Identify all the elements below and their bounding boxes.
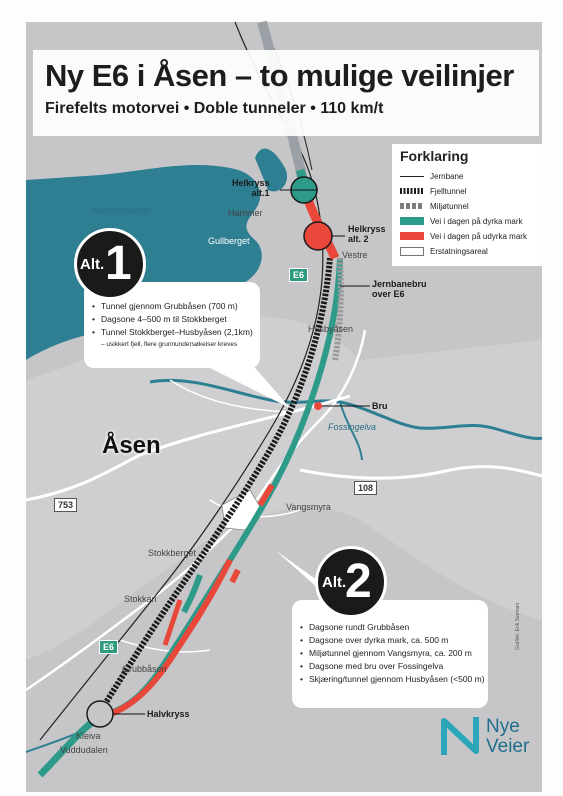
list-item-text: Skjæring/tunnel gjennom Husbyåsen (<500 m) — [309, 674, 485, 684]
alt2-list — [300, 621, 485, 686]
list-item: • Tunnel gjennom Grubbåsen (700 m) — [92, 301, 238, 311]
road-sign-e6-south: E6 — [99, 640, 118, 654]
page-subtitle: Firefelts motorvei • Doble tunneler • 110 km/t — [45, 100, 384, 117]
place-label-grubbasen: Grubbåsen — [122, 664, 167, 674]
legend-item-red — [400, 230, 527, 242]
legend-item-teal — [400, 215, 523, 227]
white-box-swatch — [400, 247, 424, 256]
alt2-number: 2 — [345, 555, 372, 608]
dashed-grey-swatch — [400, 203, 424, 209]
halvkryss-marker — [87, 701, 113, 727]
line-swatch — [400, 176, 424, 177]
place-label-vestre: Vestre — [342, 250, 368, 260]
legend — [392, 144, 542, 266]
logo-text-veier: Veier — [486, 736, 530, 757]
place-label-vuddudalen: Vuddudalen — [60, 745, 108, 755]
road-sign-108: 108 — [354, 481, 377, 495]
alt2-info-box — [292, 600, 488, 708]
dashed-black-swatch — [400, 188, 424, 194]
road-sign-753: 753 — [54, 498, 77, 512]
legend-item-erstatning — [400, 245, 488, 257]
place-label-stokkan: Stokkan — [124, 594, 157, 604]
list-item: • Dagsone over dyrka mark, ca. 500 m — [300, 635, 449, 645]
alt2-prefix: Alt. — [322, 574, 347, 591]
list-item-text: Dagsone 4–500 m til Stokkberget — [101, 314, 227, 324]
label-halvkryss: Halvkryss — [147, 709, 190, 719]
legend-label: Jernbane — [430, 171, 464, 181]
place-label-asen: Åsen — [102, 432, 161, 459]
legend-item-fjelltunnel — [400, 185, 466, 197]
bru-marker — [314, 402, 322, 410]
legend-item-miljotunnel — [400, 200, 469, 212]
list-item: • Dagsone med bru over Fossingelva — [300, 661, 444, 671]
legend-label: Vei i dagen på dyrka mark — [430, 216, 523, 226]
list-item-text: Dagsone med bru over Fossingelva — [309, 661, 444, 671]
legend-label: Erstatningsareal — [430, 246, 488, 256]
legend-item-jernbane — [400, 170, 463, 182]
place-label-fossingelva: Fossingelva — [328, 422, 377, 432]
graphic-credit: Grafikk: Erik Seeman — [515, 602, 521, 650]
list-item-text: Tunnel Stokkberget–Husbyåsen (2,1km) — [101, 327, 253, 337]
red-swatch — [400, 232, 424, 240]
list-item-text: Miljøtunnel gjennom Vangsmyra, ca. 200 m — [309, 648, 472, 658]
place-label-hammer: Hammer — [228, 208, 263, 218]
nye-veier-logo-icon — [438, 713, 482, 759]
list-item-text: Tunnel gjennom Grubbåsen (700 m) — [101, 301, 238, 311]
legend-label: Fjelltunnel — [430, 186, 467, 196]
teal-swatch — [400, 217, 424, 225]
road-sign-e6-north: E6 — [289, 268, 308, 282]
helkryss-alt2-marker — [304, 222, 332, 250]
label-bru: Bru — [372, 401, 388, 411]
alt1-prefix: Alt. — [80, 256, 105, 273]
alt1-note: – usikkert fjell, flere grunnundersøkelser kreves — [101, 341, 238, 348]
list-item: • Skjæring/tunnel gjennom Husbyåsen (<500 m) — [300, 674, 485, 684]
label-helkryss-alt2: Helkryss alt. 2 — [348, 224, 386, 244]
list-item: • Dagsone rundt Grubbåsen — [300, 622, 410, 632]
legend-label: Vei i dagen på udyrka mark — [430, 231, 527, 241]
list-item: • Dagsone 4–500 m til Stokkberget — [92, 314, 227, 324]
place-label-hammervatnet: Hammervatnet — [92, 205, 152, 215]
alt1-number: 1 — [105, 237, 132, 290]
place-label-kleiva: Kleiva — [76, 731, 101, 741]
place-label-husbyasen: Husbyåsen — [308, 324, 354, 334]
legend-title: Forklaring — [400, 148, 469, 164]
page-title: Ny E6 i Åsen – to mulige veilinjer — [45, 58, 514, 93]
label-jernbanebru: Jernbanebru over E6 — [372, 279, 427, 299]
list-item-text: Dagsone rundt Grubbåsen — [309, 622, 410, 632]
legend-label: Miljøtunnel — [430, 201, 469, 211]
place-label-gullberget: Gullberget — [208, 236, 250, 246]
list-item-text: Dagsone over dyrka mark, ca. 500 m — [309, 635, 449, 645]
place-label-stokkberget: Stokkberget — [148, 548, 197, 558]
label-helkryss-alt1: Helkryss alt.1 — [232, 178, 270, 198]
alt1-list — [92, 300, 253, 339]
place-label-vangsmyra: Vangsmyra — [286, 502, 331, 512]
list-item: • Miljøtunnel gjennom Vangsmyra, ca. 200 m — [300, 648, 472, 658]
list-item: • Tunnel Stokkberget–Husbyåsen (2,1km) — [92, 327, 253, 337]
logo-text-nye: Nye — [486, 716, 520, 737]
